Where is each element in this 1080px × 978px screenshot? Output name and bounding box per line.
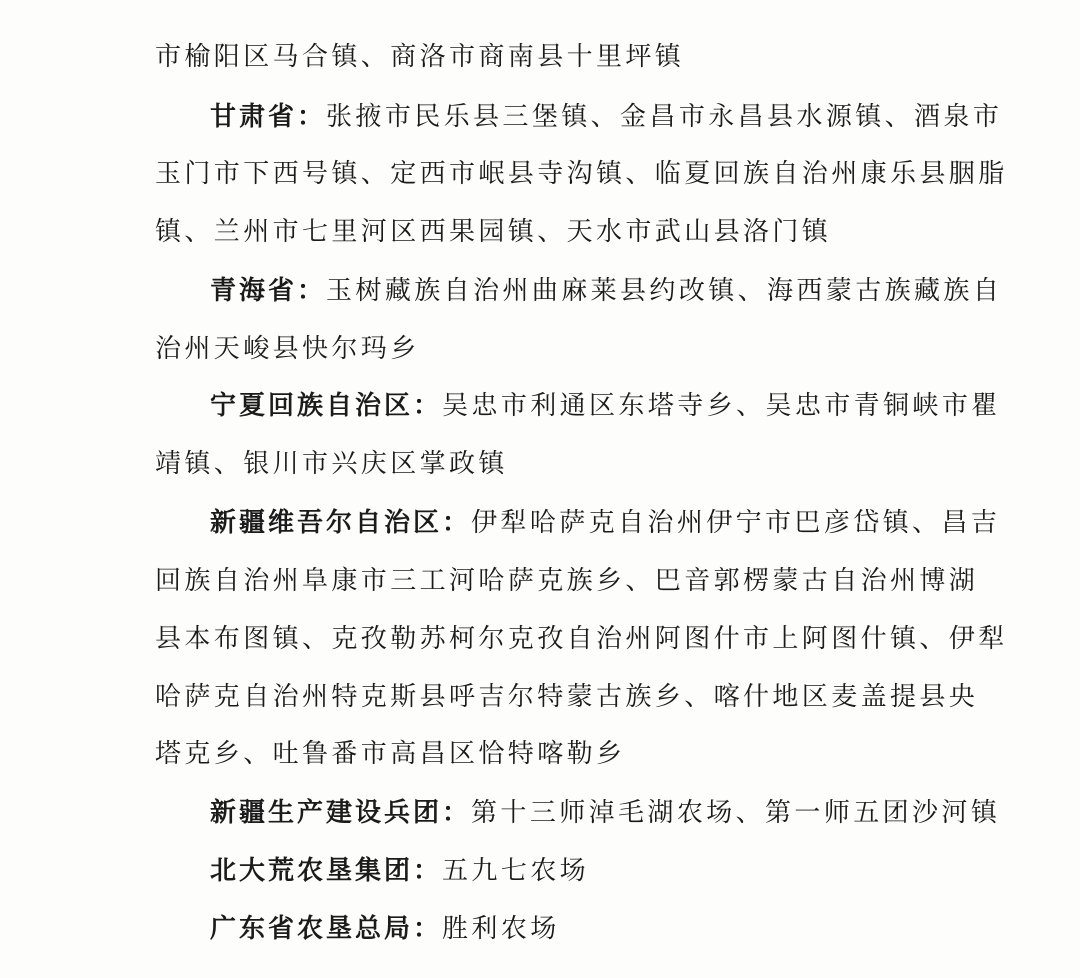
text-line-16-guangdong: [0, 900, 1080, 958]
text-line-1: [0, 28, 1080, 86]
line-1-text: 市榆阳区马合镇、商洛市商南县十里坪镇: [155, 42, 685, 72]
text-line-12: [0, 668, 1080, 726]
line-10-text: 回族自治州阜康市三工河哈萨克族乡、巴音郭楞蒙古自治州博湖: [155, 566, 979, 596]
line-9-text: 伊犁哈萨克自治州伊宁市巴彦岱镇、昌吉: [471, 508, 1001, 538]
text-line-9-xinjiang: [0, 494, 1080, 552]
text-line-7-ningxia: [0, 377, 1080, 435]
text-line-10: [0, 552, 1080, 610]
text-line-5-qinghai: [0, 262, 1080, 320]
text-line-13: [0, 725, 1080, 783]
line-12-text: 哈萨克自治州特克斯县呼吉尔特蒙古族乡、喀什地区麦盖提县央: [155, 682, 979, 712]
text-line-8: [0, 435, 1080, 493]
line-13-text: 塔克乡、吐鲁番市高昌区恰特喀勒乡: [155, 739, 626, 769]
xinjiang-heading: 新疆维吾尔自治区：: [210, 508, 472, 538]
text-line-6: [0, 320, 1080, 378]
line-5-text: 玉树藏族自治州曲麻莱县约改镇、海西蒙古族藏族自: [326, 276, 1003, 306]
gansu-heading: 甘肃省：: [210, 102, 327, 132]
line-2-text: 张掖市民乐县三堡镇、金昌市永昌县水源镇、酒泉市: [326, 102, 1003, 132]
line-11-text: 县本布图镇、克孜勒苏柯尔克孜自治州阿图什市上阿图什镇、伊犁: [155, 624, 1008, 654]
ningxia-heading: 宁夏回族自治区：: [210, 391, 443, 421]
line-16-text: 胜利农场: [442, 914, 560, 944]
line-4-text: 镇、兰州市七里河区西果园镇、天水市武山县洛门镇: [155, 217, 832, 247]
text-line-11: [0, 610, 1080, 668]
beidahuang-heading: 北大荒农垦集团：: [210, 856, 443, 886]
text-line-3: [0, 145, 1080, 203]
qinghai-heading: 青海省：: [210, 276, 327, 306]
text-line-14-bingtuan: [0, 784, 1080, 842]
text-line-15-beidahuang: [0, 842, 1080, 900]
line-14-text: 第十三师淖毛湖农场、第一师五团沙河镇: [471, 798, 1001, 828]
guangdong-heading: 广东省农垦总局：: [210, 914, 443, 944]
line-15-text: 五九七农场: [442, 856, 590, 886]
line-8-text: 靖镇、银川市兴庆区掌政镇: [155, 449, 508, 479]
line-7-text: 吴忠市利通区东塔寺乡、吴忠市青铜峡市瞿: [442, 391, 1001, 421]
line-6-text: 治州天峻县快尔玛乡: [155, 334, 420, 364]
line-3-text: 玉门市下西号镇、定西市岷县寺沟镇、临夏回族自治州康乐县胭脂: [155, 159, 1008, 189]
text-line-2-gansu: [0, 88, 1080, 146]
text-line-4: [0, 203, 1080, 261]
bingtuan-heading: 新疆生产建设兵团：: [210, 798, 472, 828]
